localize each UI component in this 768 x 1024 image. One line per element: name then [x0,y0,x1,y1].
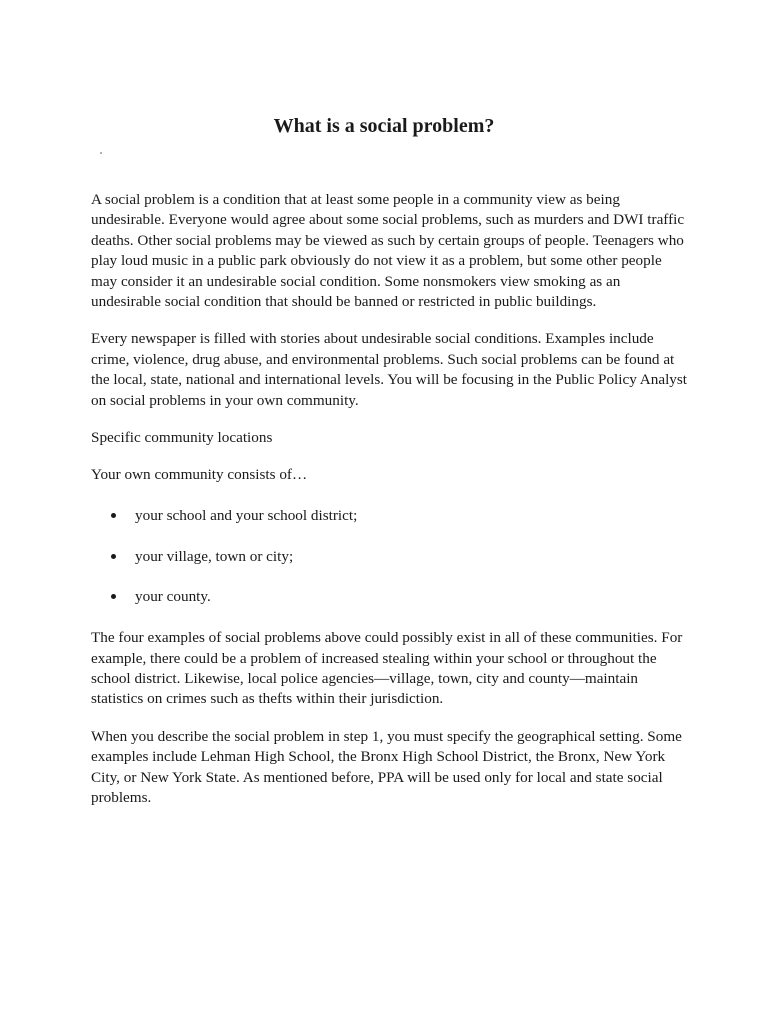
stray-mark [100,152,102,154]
document-body [91,190,691,808]
paragraph-newspaper: Every newspaper is filled with stories about undesirable social conditions. Examples include crime, violence, drug abuse, and environmental problems. Such social problems can be found at the local, state, national and international levels. You will be focusing in the Public Policy Analyst on social problems in your own community. [91,330,688,409]
list-item-text: your county. [135,588,211,606]
paragraph-four-examples: The four examples of social problems above could possibly exist in all of these communities. For example, there could be a problem of increased stealing within your school or throughout the school district. Likewise, local police agencies—village, town, city and county—maintain statistics on crimes such as thefts within their jurisdiction. [91,629,683,708]
list-item [91,506,691,526]
paragraph-describe-setting: When you describe the social problem in step 1, you must specify the geographical setting. Some examples include Lehman High School, the Bronx High School District, the Bronx, New York City, or New York State. As mentioned before, PPA will be used only for local and state social problems. [91,727,682,807]
paragraph-intro: A social problem is a condition that at least some people in a community view as being undesirable. Everyone would agree about some social problems, such as murders and DWI traffic deaths. Other social problems may be viewed as such by certain groups of people. Teenagers who play loud music in a public park obviously do not view it as a problem, but some other people may consider it an undesirable social condition. Some nonsmokers view smoking as an undesirable social condition that should be banned or restricted in public buildings. [91,191,685,311]
bullet-icon [111,594,116,599]
paragraph-specific-locations: Specific community locations [91,429,273,447]
page-title: What is a social problem? [273,115,495,137]
list-item-text: your village, town or city; [135,547,294,565]
list-item-text: your school and your school district; [135,506,358,524]
list-item [91,587,691,607]
bullet-icon [111,554,116,559]
locations-list [91,506,691,608]
paragraph-community-consists: Your own community consists of… [91,466,308,484]
bullet-icon [111,513,116,518]
list-item [91,547,691,567]
